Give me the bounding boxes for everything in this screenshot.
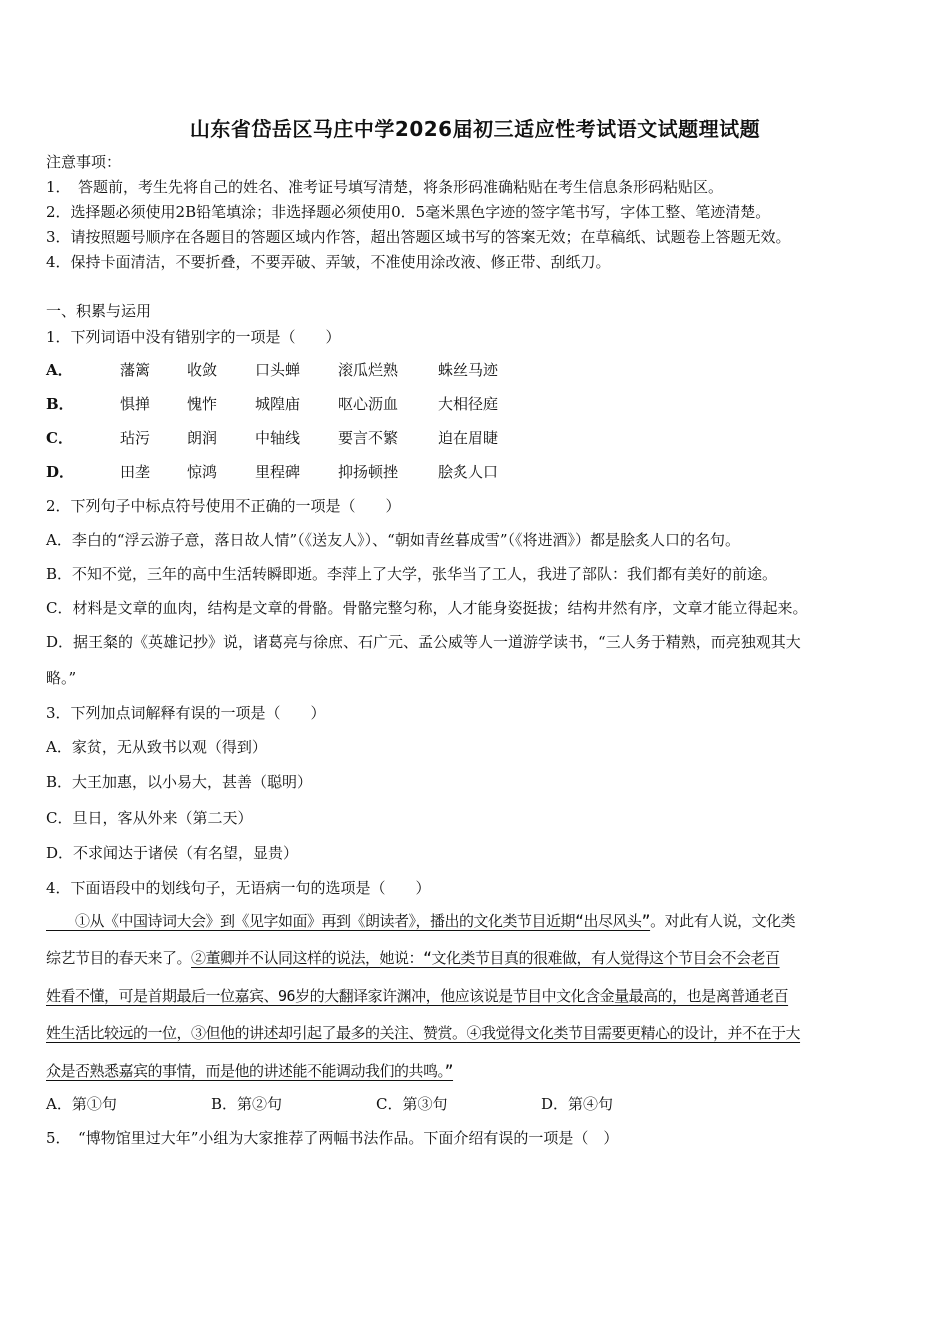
underlined-sentence: 众是否熟悉嘉宾的事情，而是他的讲述能不能调动我们的共鸣。”: [46, 1062, 454, 1080]
q2-option-d: D．据王粲的《英雄记抄》说，诸葛亮与徐庶、石广元、孟公威等人一道游学读书，“三人务于精熟，而亮独观其大: [46, 633, 801, 651]
option-word: 愧怍: [187, 395, 218, 413]
option-word: 玷污: [120, 429, 151, 447]
q1-option-d: [46, 462, 499, 482]
section-heading: 一、积累与运用: [46, 302, 152, 320]
passage-line: [46, 1023, 908, 1043]
option-word: 城隍庙: [255, 395, 301, 413]
passage-line: [46, 911, 908, 931]
option-word: 里程碑: [255, 463, 301, 481]
option-word: 田垄: [120, 463, 151, 481]
q1-option-a: [46, 360, 499, 380]
option-label: B．: [46, 395, 74, 413]
option-word: 要言不繁: [338, 429, 399, 447]
underlined-sentence: 姓看不懂，可是首期最后一位嘉宾、96岁的大翻译家许渊冲，他应该说是节目中文化含金量最高的，也是离普通老百: [46, 987, 789, 1005]
underlined-sentence: ②董卿并不认同这样的说法，她说：“文化类节目真的很难做，有人觉得这个节目会不会老百: [191, 949, 780, 967]
q4-option-a: A．第①句: [46, 1095, 117, 1113]
question-4-stem: 4．下面语段中的划线句子，无语病一句的选项是（ ）: [46, 879, 431, 897]
q2-option-a: A．李白的“浮云游子意，落日故人情”（《送友人》）、“朝如青丝暮成雪”（《将进酒》）都是脍炙人口的名句。: [46, 531, 741, 549]
note-item: 2．选择题必须使用2B铅笔填涂；非选择题必须使用0．5毫米黑色字迹的签字笔书写，字体工整、笔迹清楚。: [46, 203, 771, 221]
passage-line: [46, 986, 908, 1006]
question-5-stem: 5． “博物馆里过大年”小组为大家推荐了两幅书法作品。下面介绍有误的一项是（ ）: [46, 1129, 619, 1147]
option-word: 抑扬顿挫: [338, 463, 399, 481]
question-1-stem: 1．下列词语中没有错别字的一项是（ ）: [46, 328, 341, 346]
option-label: C．: [46, 429, 73, 447]
passage-line: [46, 1061, 908, 1081]
option-word: 大相径庭: [438, 395, 499, 413]
option-word: 呕心沥血: [338, 395, 399, 413]
option-word: 惧掸: [120, 395, 151, 413]
q1-option-b: [46, 394, 499, 414]
q2-option-d-continued: 略。”: [46, 669, 77, 687]
option-word: 蛛丝马迹: [438, 361, 499, 379]
q3-option-a: A．家贫，无从致书以观（得到）: [46, 738, 267, 756]
passage-text: 综艺节目的春天来了。: [46, 949, 192, 967]
note-item: 1． 答题前，考生先将自己的姓名、准考证号填写清楚，将条形码准确粘贴在考生信息条形码粘贴区。: [46, 178, 724, 196]
option-word: 迫在眉睫: [438, 429, 499, 447]
note-item: 4．保持卡面清洁，不要折叠，不要弄破、弄皱，不准使用涂改液、修正带、刮纸刀。: [46, 253, 611, 271]
option-word: 脍炙人口: [438, 463, 499, 481]
underlined-sentence: ③但他的讲述却引起了最多的关注、赞赏。: [191, 1024, 467, 1042]
question-2-stem: 2．下列句子中标点符号使用不正确的一项是（ ）: [46, 497, 401, 515]
q4-option-d: D．第④句: [541, 1095, 614, 1113]
q3-option-c: C．旦日，客从外来（第二天）: [46, 809, 253, 827]
passage-text: 。对此有人说，文化类: [650, 912, 796, 930]
underlined-sentence: ①从《中国诗词大会》到《见字如面》再到《朗读者》，播出的文化类节目近期“出尽风头”: [46, 912, 651, 930]
note-item: 3．请按照题号顺序在各题目的答题区域内作答，超出答题区域书写的答案无效；在草稿纸、试题卷上答题无效。: [46, 228, 791, 246]
option-label: D．: [46, 463, 75, 481]
option-word: 藩篱: [120, 361, 151, 379]
option-word: 朗润: [187, 429, 218, 447]
notes-heading: 注意事项：: [46, 153, 122, 171]
q1-option-c: [46, 428, 499, 448]
page-title: 山东省岱岳区马庄中学2026届初三适应性考试语文试题理试题: [189, 117, 761, 141]
option-word: 收敛: [187, 361, 218, 379]
q4-option-b: B．第②句: [211, 1095, 283, 1113]
question-3-stem: 3．下列加点词解释有误的一项是（ ）: [46, 704, 326, 722]
q3-option-b: B．大王加惠，以小易大，甚善（聪明）: [46, 773, 313, 791]
q2-option-b: B．不知不觉，三年的高中生活转瞬即逝。李萍上了大学，张华当了工人，我进了部队：我们都有美好的前途。: [46, 565, 778, 583]
option-word: 惊鸿: [187, 463, 218, 481]
underlined-sentence: ④我觉得文化类节目需要更精心的设计，并不在于大: [466, 1024, 801, 1042]
option-word: 中轴线: [255, 429, 301, 447]
option-word: 滚瓜烂熟: [338, 361, 399, 379]
q2-option-c: C．材料是文章的血肉，结构是文章的骨骼。骨骼完整匀称，人才能身姿挺拔；结构井然有序，文章才能立得起来。: [46, 599, 808, 617]
option-word: 口头蝉: [255, 361, 301, 379]
underlined-sentence: 姓生活比较远的一位，: [46, 1024, 192, 1042]
passage-line: [46, 948, 908, 968]
option-label: A．: [46, 361, 73, 379]
q3-option-d: D．不求闻达于诸侯（有名望，显贵）: [46, 844, 299, 862]
q4-option-c: C．第③句: [376, 1095, 448, 1113]
